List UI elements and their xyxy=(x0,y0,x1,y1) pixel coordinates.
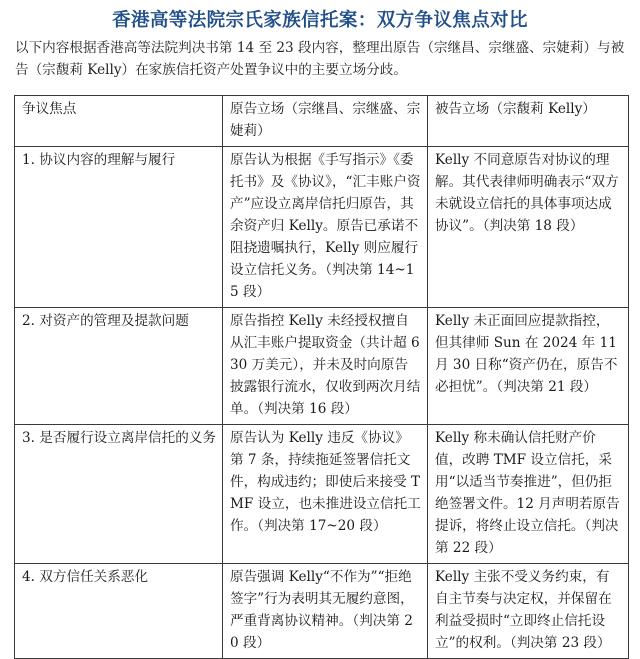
defendant-cell: Kelly 称未确认信托财产价值，改聘 TMF 设立信托，采用“以适当节奏推进”，但仍拒绝签署文件。12 月声明若原告提诉，将终止设立信托。（判决第 22 段） xyxy=(428,425,629,564)
comparison-table xyxy=(14,95,629,659)
document-title: 香港高等法院宗氏家族信托案：双方争议焦点对比 xyxy=(112,10,528,31)
plaintiff-cell: 原告认为 Kelly 违反《协议》第 7 条，持续拖延签署信托文件，构成违约；即使后来接受 TMF 设立，也未推进设立信托工作。（判决第 17~20 段） xyxy=(223,425,428,564)
header-defendant: 被告立场（宗馥莉 Kelly） xyxy=(428,96,629,147)
issue-cell: 3. 是否履行设立离岸信托的义务 xyxy=(15,425,223,564)
defendant-cell: Kelly 主张不受义务约束，有自主节奏与决定权，并保留在利益受损时“立即终止信托设立”的权利。（判决第 23 段） xyxy=(428,564,629,659)
plaintiff-cell: 原告强调 Kelly“不作为”“拒绝签字”行为表明其无履约意图，严重背离协议精神。（判决第 20 段） xyxy=(223,564,428,659)
table-header-row xyxy=(15,96,629,147)
plaintiff-cell: 原告认为根据《手写指示》《委托书》及《协议》，“汇丰账户资产”应设立离岸信托归原告，其余资产归 Kelly。原告已承诺不阻挠遗嘱执行，Kelly 则应履行设立信托义务。（判决第 14~15 段） xyxy=(223,147,428,308)
table-row xyxy=(15,147,629,308)
header-issue: 争议焦点 xyxy=(15,96,223,147)
defendant-cell: Kelly 不同意原告对协议的理解。其代表律师明确表示“双方未就设立信托的具体事项达成协议”。（判决第 18 段） xyxy=(428,147,629,308)
header-plaintiff: 原告立场（宗继昌、宗继盛、宗婕莉） xyxy=(223,96,428,147)
issue-cell: 1. 协议内容的理解与履行 xyxy=(15,147,223,308)
plaintiff-cell: 原告指控 Kelly 未经授权擅自从汇丰账户提取资金（共计超 630 万美元），并未及时向原告披露银行流水，仅收到两次月结单。（判决第 16 段） xyxy=(223,308,428,425)
issue-cell: 2. 对资产的管理及提款问题 xyxy=(15,308,223,425)
defendant-cell: Kelly 未正面回应提款指控，但其律师 Sun 在 2024 年 11 月 30 日称“资产仍在，原告不必担忧”。（判决第 21 段） xyxy=(428,308,629,425)
table-row xyxy=(15,564,629,659)
table-row xyxy=(15,425,629,564)
intro-paragraph: 以下内容根据香港高等法院判决书第 14 至 23 段内容，整理出原告（宗继昌、宗继盛、宗婕莉）与被告（宗馥莉 Kelly）在家族信托资产处置争议中的主要立场分歧。 xyxy=(15,40,625,78)
table-row xyxy=(15,308,629,425)
issue-cell: 4. 双方信任关系恶化 xyxy=(15,564,223,659)
